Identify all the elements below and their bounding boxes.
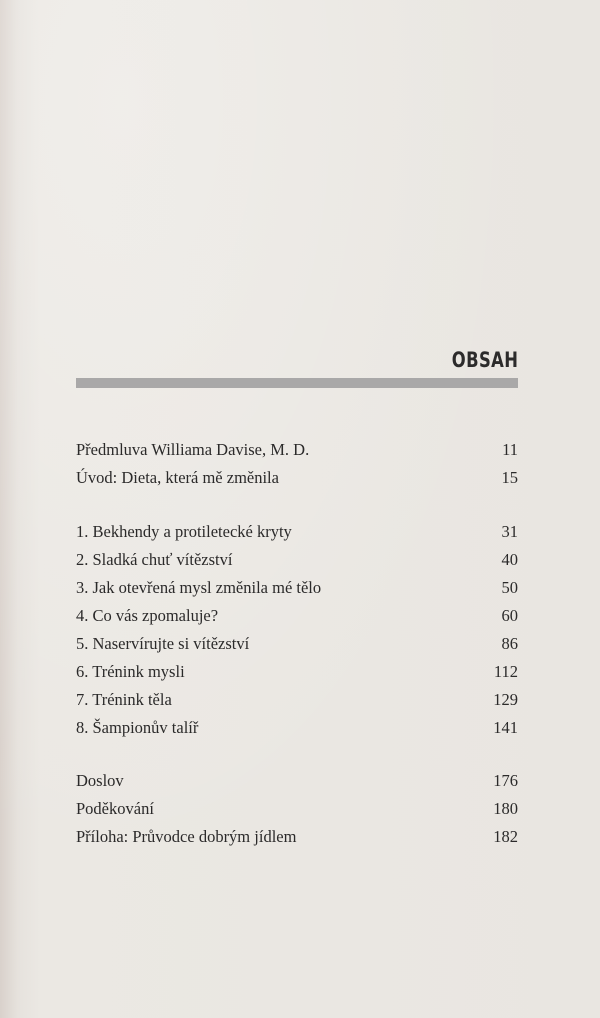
toc-chapters: [76, 518, 518, 742]
toc-entry-title: 6. Trénink mysli: [76, 662, 185, 681]
toc-entry-page: 40: [501, 550, 518, 569]
toc-entry-page: 60: [501, 606, 518, 625]
toc-entry-title: Doslov: [76, 771, 124, 790]
toc-entry-page: 182: [493, 827, 518, 846]
toc-entry-title: 2. Sladká chuť vítězství: [76, 550, 233, 569]
toc-entry-title: 4. Co vás zpomaluje?: [76, 606, 219, 625]
toc-entry: [76, 823, 518, 851]
toc-back-matter: [76, 767, 518, 851]
toc-entry: [76, 658, 518, 686]
toc-entry: [76, 630, 518, 658]
toc-entry-title: Příloha: Průvodce dobrým jídlem: [76, 827, 297, 846]
toc-entry: [76, 518, 518, 546]
toc-entry-page: 180: [493, 799, 518, 818]
toc-entry: [76, 795, 518, 823]
toc-entry: [76, 464, 518, 492]
toc-entry-page: 129: [493, 690, 518, 709]
toc-entry-page: 11: [502, 440, 518, 459]
toc-entry: [76, 602, 518, 630]
toc-entry-title: Úvod: Dieta, která mě změnila: [76, 468, 279, 487]
toc-entry: [76, 714, 518, 742]
toc-entry-page: 112: [493, 662, 518, 681]
toc-entry-title: 3. Jak otevřená mysl změnila mé tělo: [76, 578, 322, 597]
toc-front-matter: [76, 436, 518, 492]
toc-entry-page: 176: [493, 771, 518, 790]
toc-entry-title: Předmluva Williama Davise, M. D.: [76, 440, 310, 459]
heading-rule: [76, 378, 518, 388]
toc-entry-title: 8. Šampionův talíř: [76, 718, 199, 737]
toc-entry: [76, 686, 518, 714]
toc-entry-page: 50: [501, 578, 518, 597]
toc-heading: OBSAH: [451, 348, 518, 372]
toc-entry-title: 1. Bekhendy a protiletecké kryty: [76, 522, 292, 541]
toc-entry-title: 5. Naservírujte si vítězství: [76, 634, 250, 653]
toc-entry-title: 7. Trénink těla: [76, 690, 172, 709]
toc-entry-page: 86: [501, 634, 518, 653]
toc-entry: [76, 767, 518, 795]
toc-entry: [76, 574, 518, 602]
toc-entry: [76, 436, 518, 464]
toc-entry-page: 31: [501, 522, 518, 541]
toc-entry-page: 141: [493, 718, 518, 737]
toc-entry-page: 15: [501, 468, 518, 487]
toc-entry: [76, 546, 518, 574]
toc-entry-title: Poděkování: [76, 799, 154, 818]
